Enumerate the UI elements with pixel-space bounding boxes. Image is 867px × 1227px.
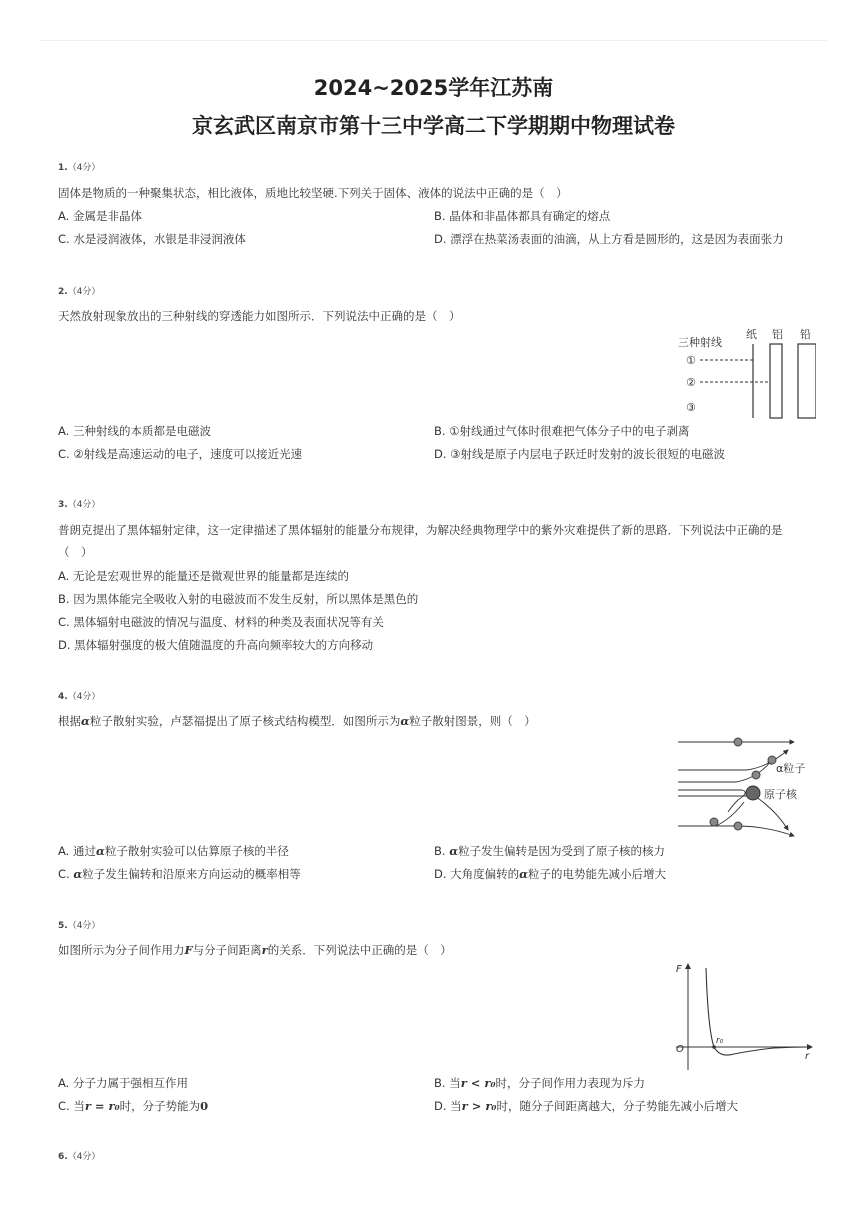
paper-title-line-1: 2024~2025学年江苏南: [313, 76, 554, 100]
ray-1-label: ①: [686, 354, 696, 367]
alpha-particle: [768, 756, 776, 764]
lead-label: 铅: [800, 328, 811, 341]
atomic-nucleus: [746, 786, 760, 800]
top-divider: [40, 40, 827, 41]
f-axis-label: F: [676, 964, 682, 975]
question-1-option-b[interactable]: B. 晶体和非晶体都具有确定的熔点: [434, 209, 611, 223]
nucleus-label: 原子核: [764, 788, 797, 801]
ray-3-label: ③: [686, 401, 696, 414]
question-4-option-b[interactable]: B. α粒子发生偏转是因为受到了原子核的核力: [434, 844, 666, 858]
track-4: [678, 790, 745, 812]
alpha-label: α粒子: [776, 762, 806, 775]
question-5-option-b[interactable]: B. 当r < r₀时，分子间作用力表现为斥力: [434, 1076, 646, 1090]
question-4-option-a[interactable]: A. 通过α粒子散射实验可以估算原子核的半径: [58, 844, 289, 858]
rays-label: 三种射线: [678, 336, 722, 349]
question-4-option-c[interactable]: C. α粒子发生偏转和沿原来方向运动的概率相等: [58, 867, 301, 881]
alpha-particle: [734, 738, 742, 746]
question-1-option-d[interactable]: D. 漂浮在热菜汤表面的油滴，从上方看是圆形的，这是因为表面张力: [434, 232, 784, 246]
question-5-stem: 如图所示为分子间作用力F与分子间距离r的关系．下列说法中正确的是（ ）: [58, 943, 452, 957]
question-1-stem: 固体是物质的一种聚集状态，相比液体，质地比较坚硬.下列关于固体、液体的说法中正确的是（ ）: [58, 186, 568, 200]
question-5-number: 5.（4分）: [58, 921, 101, 931]
question-3-stem: 普朗克提出了黑体辐射定律，这一定律描述了黑体辐射的能量分布规律，为解决经典物理学中的紫外灾难提供了新的思路．下列说法中正确的是（ ）: [58, 523, 783, 559]
question-5-option-d[interactable]: D. 当r > r₀时，随分子间距离越大，分子势能先减小后增大: [434, 1099, 738, 1113]
question-2-option-d[interactable]: D. ③射线是原子内层电子跃迁时发射的波长很短的电磁波: [434, 447, 725, 461]
question-3-number: 3.（4分）: [58, 500, 101, 510]
question-6-number: 6.（4分）: [58, 1152, 101, 1162]
radiation-penetration-figure: [676, 322, 816, 422]
question-3-option-b[interactable]: B. 因为黑体能完全吸收入射的电磁波而不发生反射，所以黑体是黑色的: [58, 592, 419, 606]
question-5-option-c[interactable]: C. 当r = r₀时，分子势能为0: [58, 1099, 209, 1113]
alpha-particle: [710, 818, 718, 826]
question-3-option-c[interactable]: C. 黑体辐射电磁波的情况与温度、材料的种类及表面状况等有关: [58, 615, 384, 629]
question-4-number: 4.（4分）: [58, 692, 101, 702]
alpha-particle: [752, 771, 760, 779]
question-4-stem: 根据α粒子散射实验，卢瑟福提出了原子核式结构模型．如图所示为α粒子散射图景，则（ ）: [58, 714, 536, 728]
r0-label: r₀: [716, 1036, 724, 1046]
alpha-particle: [734, 822, 742, 830]
question-2-option-c[interactable]: C. ②射线是高速运动的电子，速度可以接近光速: [58, 447, 303, 461]
aluminum-plate: [770, 344, 782, 418]
question-1-option-a[interactable]: A. 金属是非晶体: [58, 209, 142, 223]
question-3-option-d[interactable]: D. 黑体辐射强度的极大值随温度的升高向频率较大的方向移动: [58, 638, 374, 652]
aluminum-label: 铝: [772, 328, 783, 341]
question-2-stem: 天然放射现象放出的三种射线的穿透能力如图所示．下列说法中正确的是（ ）: [58, 309, 461, 323]
question-2-number: 2.（4分）: [58, 287, 101, 297]
question-4-option-d[interactable]: D. 大角度偏转的α粒子的电势能先减小后增大: [434, 867, 667, 881]
origin-label: O: [676, 1044, 684, 1055]
question-2-option-b[interactable]: B. ①射线通过气体时很难把气体分子中的电子剥离: [434, 424, 690, 438]
paper-title-line-2: 京玄武区南京市第十三中学高二下学期期中物理试卷: [192, 114, 675, 138]
lead-plate: [798, 344, 816, 418]
question-1-number: 1.（4分）: [58, 163, 101, 173]
question-1-option-c[interactable]: C. 水是浸润液体，水银是非浸润液体: [58, 232, 246, 246]
ray-2-label: ②: [686, 376, 696, 389]
molecular-force-graph: [674, 960, 816, 1072]
r-axis-label: r: [805, 1051, 810, 1062]
alpha-scattering-figure: [676, 730, 816, 840]
paper-label: 纸: [746, 328, 757, 341]
question-5-option-a[interactable]: A. 分子力属于强相互作用: [58, 1076, 188, 1090]
question-3-option-a[interactable]: A. 无论是宏观世界的能量还是微观世界的能量都是连续的: [58, 569, 349, 583]
question-2-option-a[interactable]: A. 三种射线的本质都是电磁波: [58, 424, 211, 438]
